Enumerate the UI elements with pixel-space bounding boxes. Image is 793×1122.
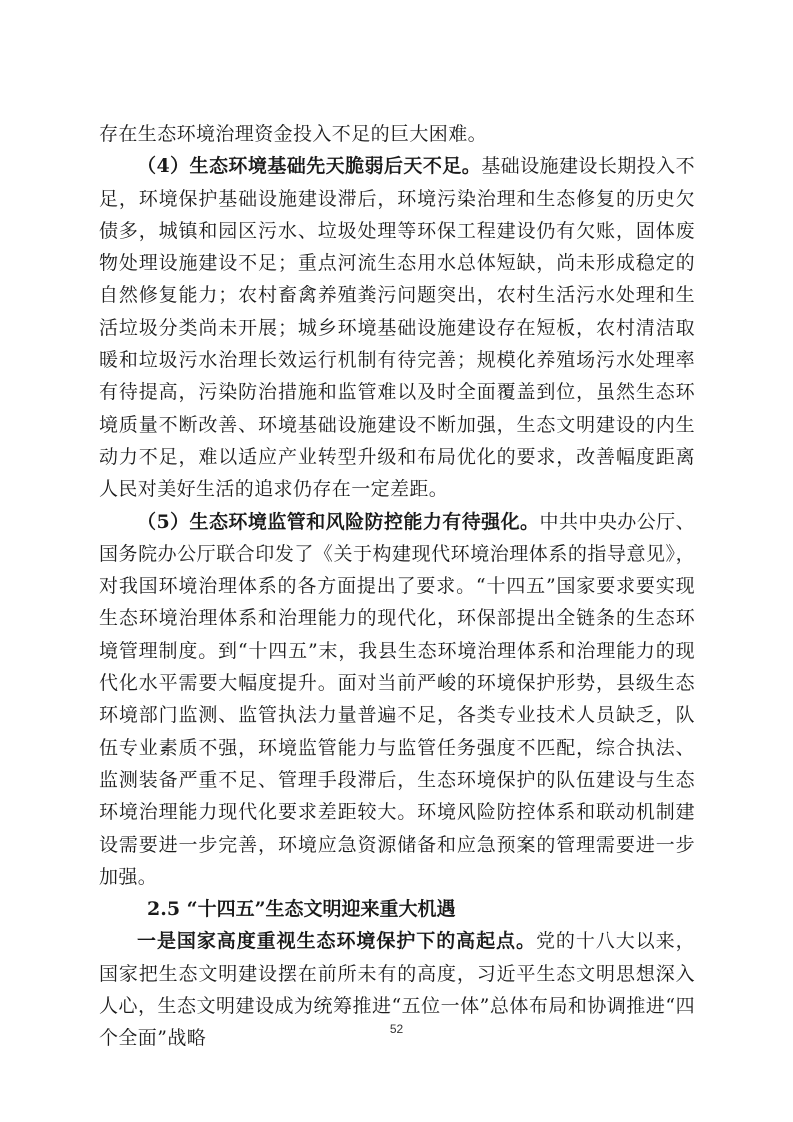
- item-4-heading: （4）生态环境基础先天脆弱后天不足。: [137, 155, 482, 178]
- opportunity-1-text: 党的十八大以来，国家把生态文明建设摆在前所未有的高度，习近平生态文明思想深入人心，生态文明建设成为统筹推进“五位一体”总体布局和协调推进“四个全面”战略: [99, 930, 695, 1050]
- paragraph-item-4: [99, 150, 695, 505]
- section-heading-2-5: 2.5 “十四五”生态文明迎来重大机遇: [147, 898, 456, 921]
- page-number: 52: [389, 1022, 404, 1036]
- item-5-heading: （5）生态环境监管和风险防控能力有待强化。: [137, 510, 540, 533]
- document-body: [99, 118, 695, 1055]
- paragraph-item-5: [99, 506, 695, 894]
- opportunity-1-heading: 一是国家高度重视生态环境保护下的高起点。: [137, 930, 536, 953]
- item-4-text: 基础设施建设长期投入不足，环境保护基础设施建设滞后，环境污染治理和生态修复的历史欠债多，城镇和园区污水、垃圾处理等环保工程建设仍有欠账，固体废物处理设施建设不足；重点河流生态用水总体短缺，尚未形成稳定的自然修复能力；农村畜禽养殖粪污问题突出，农村生活污水处理和生活垃圾分类尚未开展；城乡环境基础设施建设存在短板，农村清洁取暖和垃圾污水治理长效运行机制有待完善；规模化养殖场污水处理率有待提高，污染防治措施和监管难以及时全面覆盖到位，虽然生态环境质量不断改善、环境基础设施建设不断加强，生态文明建设的内生动力不足，难以适应产业转型升级和布局优化的要求，改善幅度距离人民对美好生活的追求仍存在一定差距。: [99, 155, 696, 501]
- paragraph-continuation: 存在生态环境治理资金投入不足的巨大困难。: [99, 123, 488, 145]
- item-5-text: 中共中央办公厅、国务院办公厅联合印发了《关于构建现代环境治理体系的指导意见》，对我国环境治理体系的各方面提出了要求。“十四五”国家要求要实现生态环境治理体系和治理能力的现代化，环保部提出全链条的生态环境管理制度。到“十四五”末，我县生态环境治理体系和治理能力的现代化水平需要大幅度提升。面对当前严峻的环境保护形势，县级生态环境部门监测、监管执法力量普遍不足，各类专业技术人员缺乏，队伍专业素质不强，环境监管能力与监管任务强度不匹配，综合执法、监测装备严重不足、管理手段滞后，生态环境保护的队伍建设与生态环境治理能力现代化要求差距较大。环境风险防控体系和联动机制建设需要进一步完善，环境应急资源储备和应急预案的管理需要进一步加强。: [99, 510, 695, 888]
